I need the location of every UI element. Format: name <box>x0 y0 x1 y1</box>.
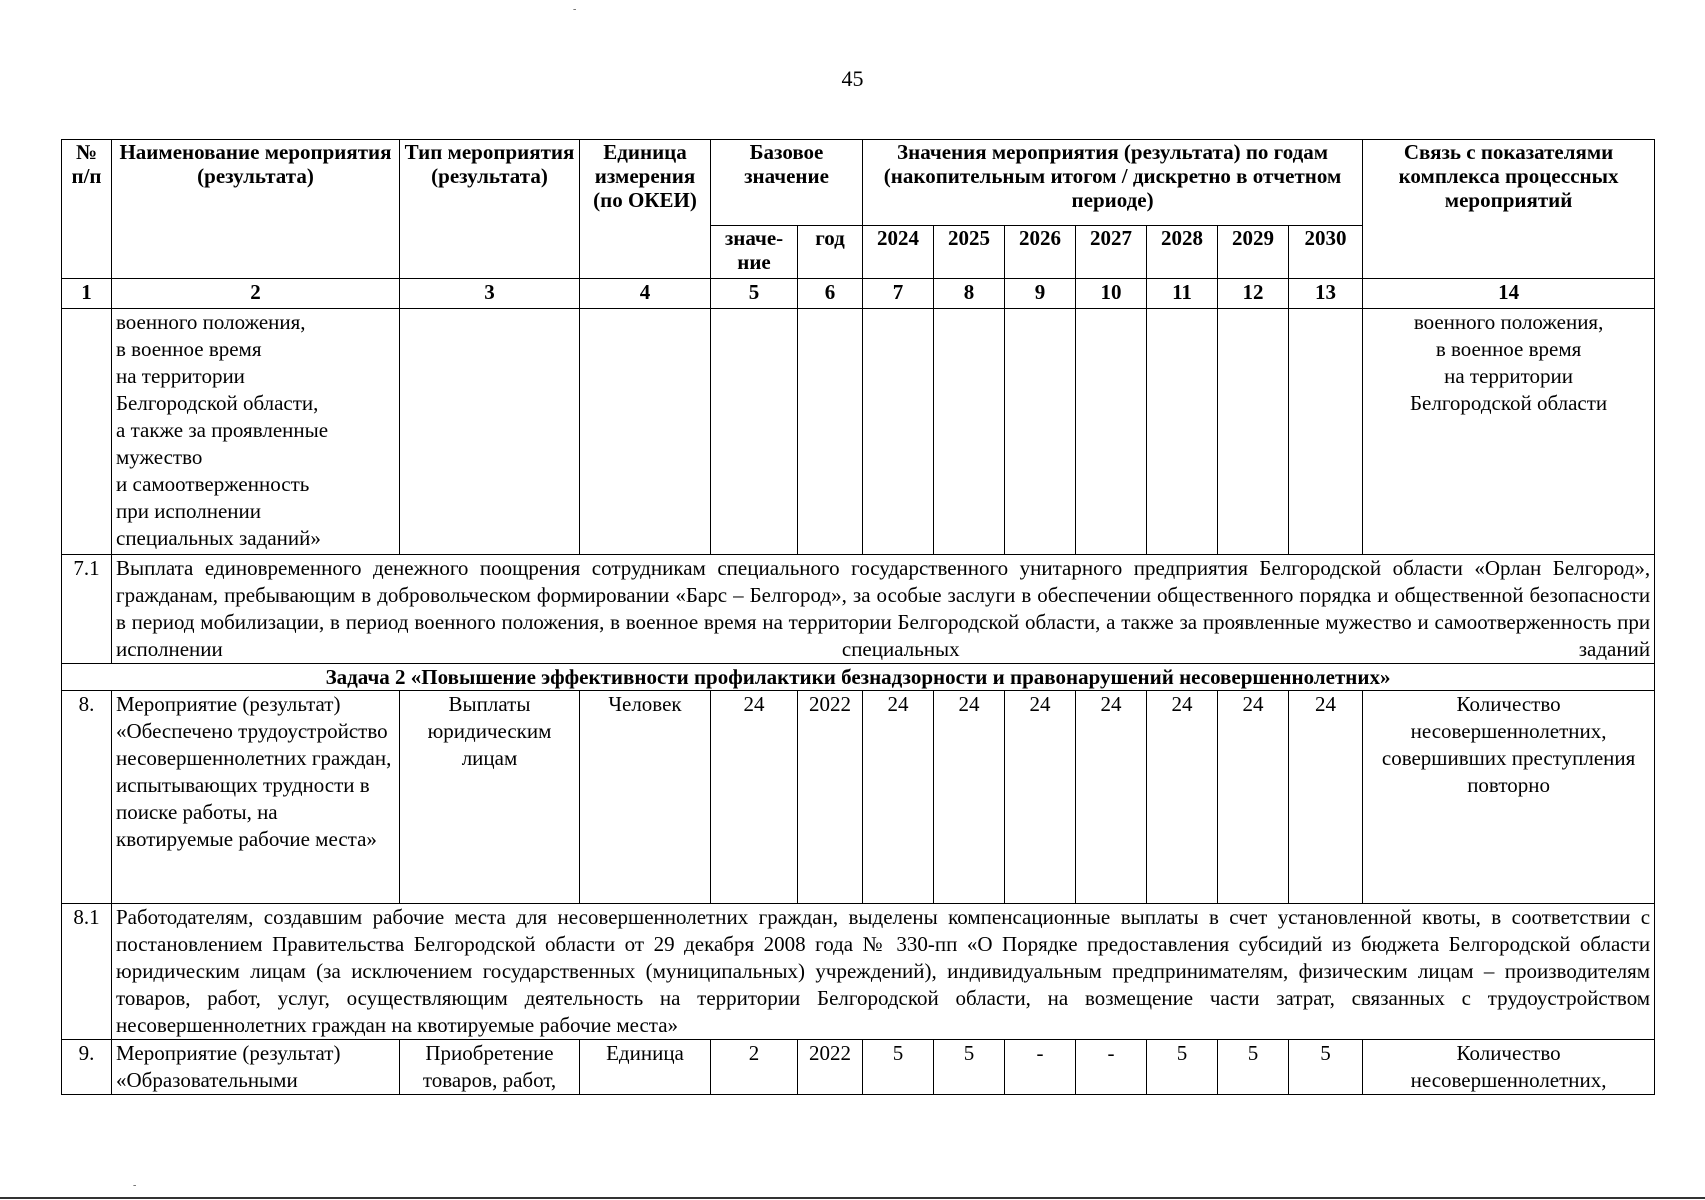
header-year: 2024 <box>863 226 934 279</box>
year-value: 5 <box>863 1040 934 1095</box>
header-name: Наименование мероприятия (результата) <box>112 140 400 279</box>
row-8 <box>62 691 1655 904</box>
measures-table <box>61 139 1655 1095</box>
base-year: 2022 <box>798 691 863 904</box>
task-row <box>62 664 1655 691</box>
column-number: 10 <box>1076 279 1147 309</box>
base-year: 2022 <box>798 1040 863 1095</box>
scan-mark-bottom: - <box>133 1180 137 1191</box>
row-8-1 <box>62 904 1655 1040</box>
page-number: 45 <box>841 66 864 91</box>
year-value: 5 <box>1218 1040 1289 1095</box>
column-number: 2 <box>112 279 400 309</box>
column-number: 14 <box>1363 279 1655 309</box>
header-base-value: значе-ние <box>711 226 798 279</box>
year-value: - <box>1076 1040 1147 1095</box>
header-year: 2030 <box>1289 226 1363 279</box>
header-base-year: год <box>798 226 863 279</box>
row-number: 9. <box>62 1040 112 1095</box>
base-value: 2 <box>711 1040 798 1095</box>
measure-unit: Человек <box>580 691 711 904</box>
empty-cell <box>1289 309 1363 555</box>
row-number: 8.1 <box>62 904 112 1040</box>
link-indicator: Количество несовершеннолетних, <box>1363 1040 1655 1095</box>
header-year: 2025 <box>934 226 1005 279</box>
empty-cell <box>1076 309 1147 555</box>
row-8-1-text: Работодателям, создавшим рабочие места для несовершеннолетних граждан, выделены компенсационные выплаты в счет установленной квоты, в соответствии с постановлением Правительства Белгородской области от 29 декабря 2008 года № 330-пп «О Порядке предоставления субсидий из бюджета Белгородской области юридическим лицам (за исключением государственных (муниципальных) учреждений), индивидуальным предпринимателям, физическим лицам – производителям товаров, работ, услуг, осуществляющим деятельность на территории Белгородской области, на возмещение части затрат, связанных с трудоустройством несовершеннолетних граждан на квотируемые рабочие места» <box>112 904 1655 1040</box>
row-9 <box>62 1040 1655 1095</box>
year-value: 24 <box>1005 691 1076 904</box>
measure-type: Приобретение товаров, работ, <box>400 1040 580 1095</box>
empty-cell <box>400 309 580 555</box>
year-value: 24 <box>863 691 934 904</box>
column-number: 9 <box>1005 279 1076 309</box>
measure-type: Выплаты юридическим лицам <box>400 691 580 904</box>
column-number: 4 <box>580 279 711 309</box>
scan-mark-top: - <box>573 4 577 15</box>
header-year: 2026 <box>1005 226 1076 279</box>
column-number: 1 <box>62 279 112 309</box>
continued-row <box>62 309 1655 555</box>
year-value: 24 <box>1218 691 1289 904</box>
row-number: 7.1 <box>62 555 112 664</box>
year-value: 5 <box>1289 1040 1363 1095</box>
header-year: 2027 <box>1076 226 1147 279</box>
empty-cell <box>1218 309 1289 555</box>
column-number: 3 <box>400 279 580 309</box>
empty-cell <box>863 309 934 555</box>
year-value: 24 <box>1147 691 1218 904</box>
year-value: 24 <box>1076 691 1147 904</box>
measure-unit: Единица <box>580 1040 711 1095</box>
header-year: 2028 <box>1147 226 1218 279</box>
measure-name: Мероприятие (результат) «Образовательными <box>112 1040 400 1095</box>
link-indicator: Количество несовершеннолетних, совершивших преступления повторно <box>1363 691 1655 904</box>
row-number-empty <box>62 309 112 555</box>
row-7-1 <box>62 555 1655 664</box>
header-unit: Единица измерения (по ОКЕИ) <box>580 140 711 279</box>
row-7-1-text: Выплата единовременного денежного поощрения сотрудникам специального государственного унитарного предприятия Белгородской области «Орлан Белгород», гражданам, пребывающим в добровольческом формировании «Барс – Белгород», за особые заслуги в обеспечении общественного порядка и общественной безопасности в период мобилизации, в период военного положения, в военное время на территории Белгородской области, а также за проявленные мужество и самоотверженность при исполнении специальных заданий <box>112 555 1655 664</box>
column-number: 8 <box>934 279 1005 309</box>
column-number: 5 <box>711 279 798 309</box>
year-value: 5 <box>934 1040 1005 1095</box>
column-number: 6 <box>798 279 863 309</box>
empty-cell <box>1147 309 1218 555</box>
empty-cell <box>1005 309 1076 555</box>
column-number: 11 <box>1147 279 1218 309</box>
empty-cell <box>580 309 711 555</box>
task-2-title: Задача 2 «Повышение эффективности профилактики безнадзорности и правонарушений несовершеннолетних» <box>62 664 1655 691</box>
header-row-top <box>62 140 1655 226</box>
header-type: Тип мероприятия (результата) <box>400 140 580 279</box>
header-link: Связь с показателями комплекса процессных мероприятий <box>1363 140 1655 279</box>
row-number: 8. <box>62 691 112 904</box>
year-value: 24 <box>934 691 1005 904</box>
year-value: 24 <box>1289 691 1363 904</box>
header-year: 2029 <box>1218 226 1289 279</box>
link-continued: военного положения, в военное время на территории Белгородской области <box>1363 309 1655 555</box>
column-number: 13 <box>1289 279 1363 309</box>
base-value: 24 <box>711 691 798 904</box>
column-number: 7 <box>863 279 934 309</box>
header-values-group: Значения мероприятия (результата) по годам (накопительным итогом / дискретно в отчетном периоде) <box>863 140 1363 226</box>
empty-cell <box>798 309 863 555</box>
column-number-row <box>62 279 1655 309</box>
column-number: 12 <box>1218 279 1289 309</box>
measure-name: Мероприятие (результат) «Обеспечено трудоустройство несовершеннолетних граждан, испытывающих трудности в поиске работы, на квотируемые рабочие места» <box>112 691 400 904</box>
empty-cell <box>711 309 798 555</box>
header-base-group: Базовое значение <box>711 140 863 226</box>
year-value: - <box>1005 1040 1076 1095</box>
measure-name-continued: военного положения, в военное время на территории Белгородской области, а также за проявленные мужество и самоотверженность при исполнении специальных заданий» <box>112 309 400 555</box>
scan-bottom-edge <box>0 1197 1705 1199</box>
empty-cell <box>934 309 1005 555</box>
year-value: 5 <box>1147 1040 1218 1095</box>
header-number: № п/п <box>62 140 112 279</box>
